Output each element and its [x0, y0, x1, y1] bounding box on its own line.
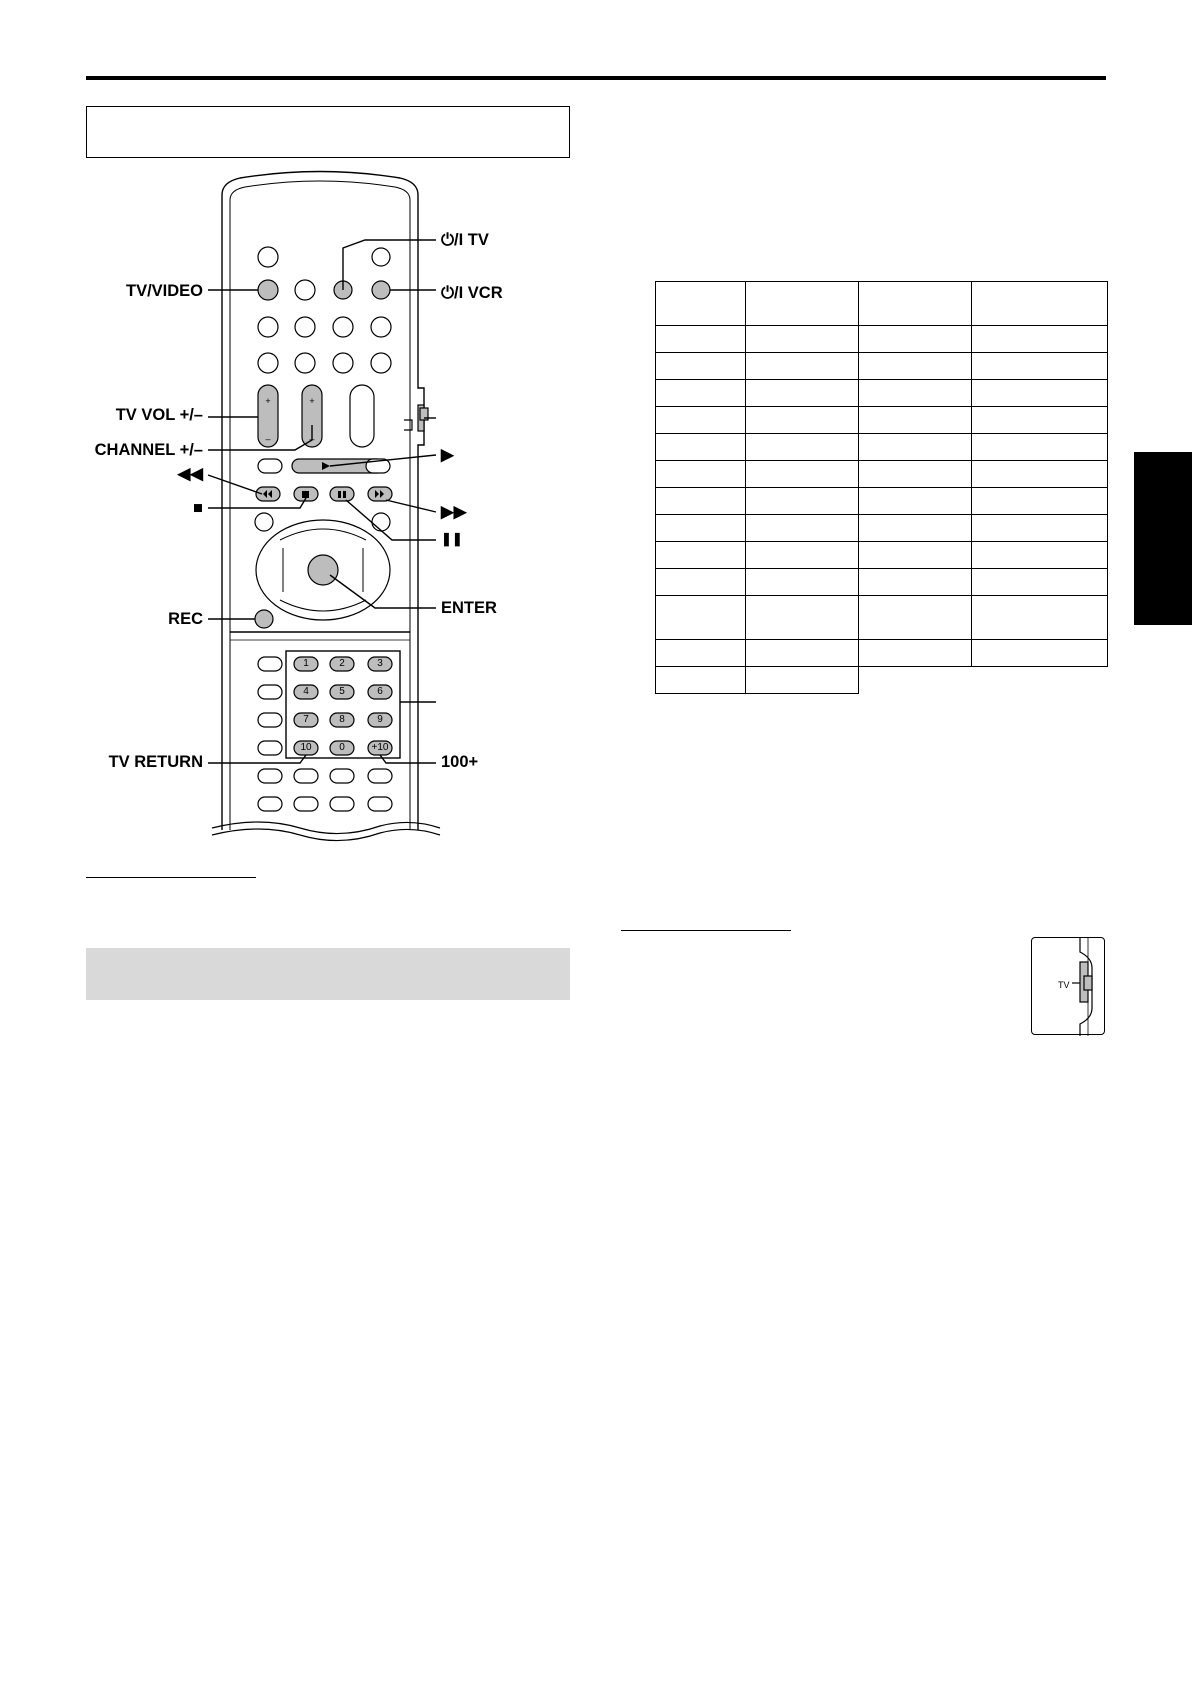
remote-body-inner	[230, 181, 410, 830]
svg-text:–: –	[309, 434, 315, 444]
key-4[interactable]: 4	[303, 686, 309, 697]
remote-oval-left	[258, 459, 282, 473]
label-fast-forward: ▶▶	[441, 503, 467, 521]
key-7[interactable]: 7	[303, 714, 309, 725]
table-row	[656, 488, 1108, 515]
table-row	[656, 461, 1108, 488]
table-row	[656, 569, 1108, 596]
table-row	[656, 434, 1108, 461]
table-row	[656, 407, 1108, 434]
label-tv-vol: TV VOL +/–	[115, 406, 203, 424]
table-row	[656, 326, 1108, 353]
key-3[interactable]: 3	[377, 658, 383, 669]
remote-button-top-right	[372, 248, 390, 266]
svg-text:+: +	[309, 396, 315, 406]
remote-button-row2-2	[295, 280, 315, 300]
remote-body-outline	[222, 172, 424, 831]
label-channel: CHANNEL +/–	[94, 441, 203, 459]
key-2[interactable]: 2	[339, 658, 345, 669]
svg-text:+: +	[265, 396, 271, 406]
table-row	[656, 380, 1108, 407]
label-rec: REC	[168, 610, 203, 628]
label-power-vcr: ⏻/I VCR	[441, 284, 503, 302]
label-rewind: ◀◀	[177, 465, 203, 483]
key-8[interactable]: 8	[339, 714, 345, 725]
table-header-row	[656, 282, 1108, 326]
label-pause: ❚❚	[441, 531, 463, 546]
table-row	[656, 667, 1108, 694]
side-thumb-tab	[1134, 452, 1192, 625]
svg-text:–: –	[265, 434, 271, 444]
label-tv-video: TV/VIDEO	[125, 282, 203, 300]
label-tv-return: TV RETURN	[108, 753, 203, 771]
table-row	[656, 353, 1108, 380]
leader-rewind	[208, 475, 262, 494]
leader-hundred-plus	[380, 755, 436, 763]
label-enter: ENTER	[441, 599, 497, 617]
key-10[interactable]: 10	[300, 742, 312, 753]
switch-tv-label: TV	[1058, 980, 1070, 990]
leader-fast-forward	[386, 500, 436, 512]
label-hundred-plus: 100+	[441, 753, 479, 771]
table-row	[656, 542, 1108, 569]
key-0[interactable]: 0	[339, 742, 345, 753]
key-plus-10[interactable]: +10	[371, 742, 389, 753]
label-power-tv: ⏻/I TV	[441, 231, 489, 249]
key-5[interactable]: 5	[339, 686, 345, 697]
key-1[interactable]: 1	[303, 658, 309, 669]
note-underline-left	[86, 877, 256, 878]
remote-rocker-3	[350, 385, 374, 447]
tv-code-table	[655, 281, 1108, 694]
note-underline-right	[621, 930, 791, 931]
remote-button-top-left	[258, 247, 278, 267]
section-heading-band	[86, 948, 570, 1000]
label-play: ▶	[441, 446, 454, 464]
power-vcr-button	[372, 281, 390, 299]
rec-button	[255, 610, 273, 628]
label-stop: ■	[193, 499, 203, 517]
leader-power-tv	[343, 240, 436, 290]
tv-video-button	[258, 280, 278, 300]
table-row	[656, 596, 1108, 640]
table-row	[656, 515, 1108, 542]
key-6[interactable]: 6	[377, 686, 383, 697]
table-row	[656, 640, 1108, 667]
key-9[interactable]: 9	[377, 714, 383, 725]
enter-button	[308, 555, 338, 585]
pause-button	[330, 487, 354, 501]
